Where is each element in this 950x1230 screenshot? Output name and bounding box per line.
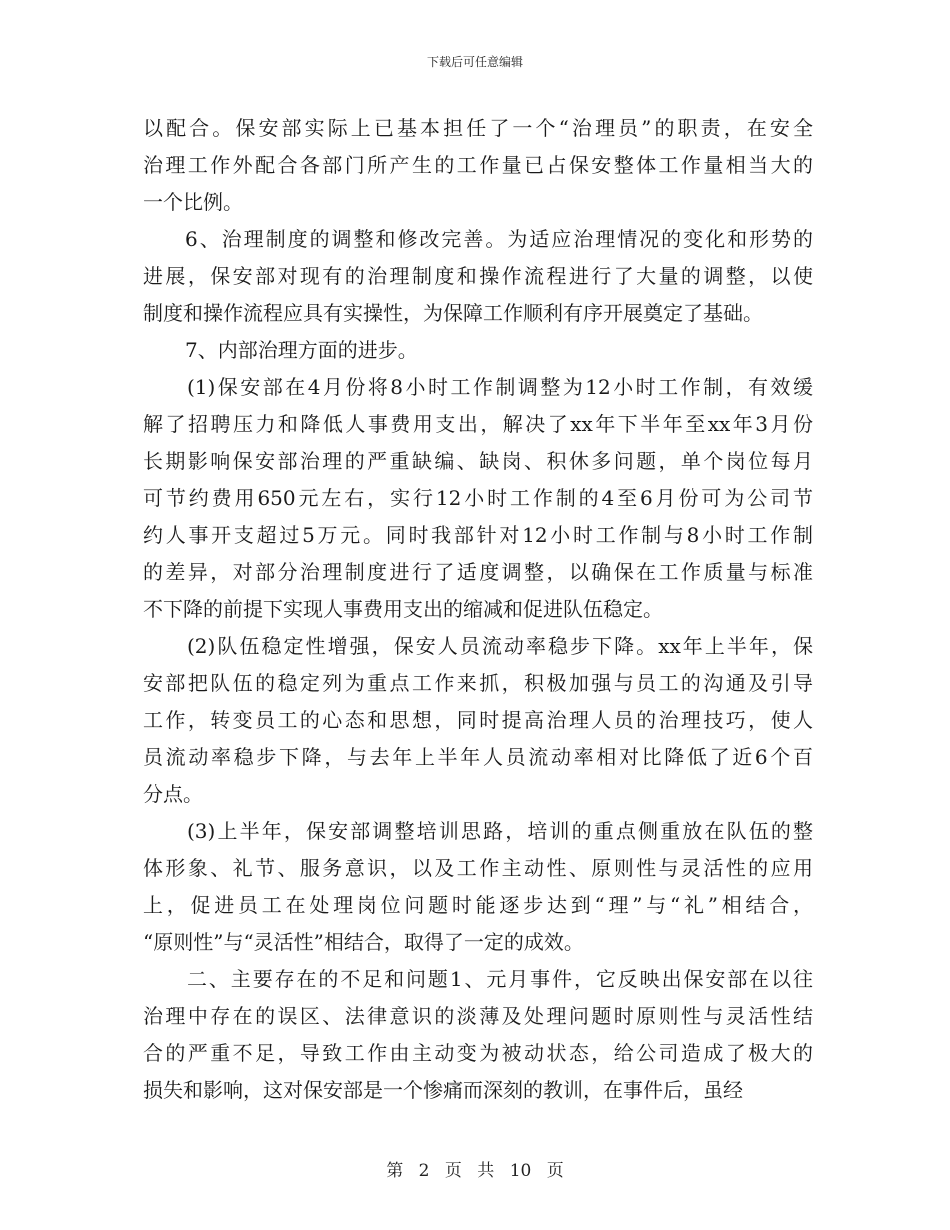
text-line-content: (2)队伍稳定性增强，保安人员流动率稳步下降。xx年上半年，保: [187, 634, 813, 658]
text-line-content: 安部把队伍的稳定列为重点工作来抓，积极加强与员工的沟通及引导: [143, 671, 813, 695]
text-line-content: 以配合。保安部实际上已基本担任了一个“治理员”的职责，在安全: [143, 116, 813, 140]
text-line: [143, 776, 813, 813]
text-line: [143, 591, 813, 628]
text-line-content: 治理工作外配合各部门所产生的工作量已占保安整体工作量相当大的: [143, 153, 813, 177]
text-line: [143, 110, 813, 147]
text-line: [143, 369, 813, 406]
text-line: [143, 998, 813, 1035]
text-line: [143, 221, 813, 258]
text-line: [143, 887, 813, 924]
text-line: [143, 332, 813, 369]
footer-label-gong: 共: [477, 1161, 495, 1181]
footer-total-pages: 10: [509, 1161, 532, 1181]
footer-label-ye-2: 页: [546, 1161, 564, 1181]
footer-current-page: 2: [418, 1161, 430, 1181]
text-line-content: 工作，转变员工的心态和思想，同时提高治理人员的治理技巧，使人: [143, 708, 813, 732]
text-line: [143, 517, 813, 554]
text-line: [143, 739, 813, 776]
text-line: [143, 813, 813, 850]
paragraph-p-7-3: [143, 813, 813, 961]
paragraph-p-7-1: [143, 369, 813, 628]
text-line: [143, 665, 813, 702]
text-line: [143, 480, 813, 517]
text-line: [143, 924, 813, 961]
text-line: [143, 295, 813, 332]
text-line: [143, 443, 813, 480]
paragraph-p-6: [143, 221, 813, 332]
text-line: [143, 147, 813, 184]
text-line: [143, 258, 813, 295]
text-line: [143, 702, 813, 739]
text-line: [143, 554, 813, 591]
text-line-content: 员流动率稳步下降，与去年上半年人员流动率相对比降低了近6个百: [143, 745, 813, 769]
paragraph-p-cont: [143, 110, 813, 221]
text-line-content: 解了招聘压力和降低人事费用支出，解决了xx年下半年至xx年3月份: [143, 412, 813, 436]
page-footer: [0, 1156, 950, 1181]
text-line-content: 体形象、礼节、服务意识，以及工作主动性、原则性与灵活性的应用: [143, 856, 813, 880]
text-line-content: 治理中存在的误区、法律意识的淡薄及处理问题时原则性与灵活性结: [143, 1004, 813, 1028]
text-line-content: “原则性”与“灵活性”相结合，取得了一定的成效。: [143, 930, 584, 954]
text-line: [143, 1072, 813, 1109]
text-line-content: 上，促进员工在处理岗位问题时能逐步达到“理”与“礼”相结合，: [143, 893, 813, 917]
text-line: [143, 850, 813, 887]
text-line-content: 不下降的前提下实现人事费用支出的缩减和促进队伍稳定。: [143, 597, 663, 621]
text-line-content: 一个比例。: [143, 190, 243, 214]
text-line-content: 二、主要存在的不足和问题1、元月事件，它反映出保安部在以往: [187, 967, 813, 991]
footer-label-ye: 页: [444, 1161, 462, 1181]
text-line-content: (1)保安部在4月份将8小时工作制调整为12小时工作制，有效缓: [187, 375, 813, 399]
document-body: [143, 110, 813, 1109]
text-line: [143, 961, 813, 998]
text-line-content: 6、治理制度的调整和修改完善。为适应治理情况的变化和形势的: [185, 227, 813, 251]
paragraph-p-7-2: [143, 628, 813, 813]
paragraph-p-2: [143, 961, 813, 1109]
text-line: [143, 1035, 813, 1072]
footer-label-di: 第: [386, 1161, 404, 1181]
text-line-content: 制度和操作流程应具有实操性，为保障工作顺利有序开展奠定了基础。: [143, 301, 763, 325]
text-line-content: 约人事开支超过5万元。同时我部针对12小时工作制与8小时工作制: [143, 523, 813, 547]
text-line: [143, 628, 813, 665]
text-line-content: 进展，保安部对现有的治理制度和操作流程进行了大量的调整，以使: [143, 264, 813, 288]
text-line-content: 合的严重不足，导致工作由主动变为被动状态，给公司造成了极大的: [143, 1041, 813, 1065]
page-header-note: 下载后可任意编辑: [426, 55, 523, 69]
text-line-content: 损失和影响，这对保安部是一个惨痛而深刻的教训，在事件后，虽经: [143, 1078, 743, 1102]
text-line-content: 7、内部治理方面的进步。: [185, 338, 418, 362]
text-line-content: 分点。: [143, 782, 203, 806]
text-line-content: 的差异，对部分治理制度进行了适度调整，以确保在工作质量与标准: [143, 560, 813, 584]
text-line: [143, 184, 813, 221]
text-line-content: 可节约费用650元左右，实行12小时工作制的4至6月份可为公司节: [143, 486, 813, 510]
text-line: [143, 406, 813, 443]
text-line-content: 长期影响保安部治理的严重缺编、缺岗、积休多问题，单个岗位每月: [143, 449, 813, 473]
paragraph-p-7: [143, 332, 813, 369]
text-line-content: (3)上半年，保安部调整培训思路，培训的重点侧重放在队伍的整: [187, 819, 813, 843]
